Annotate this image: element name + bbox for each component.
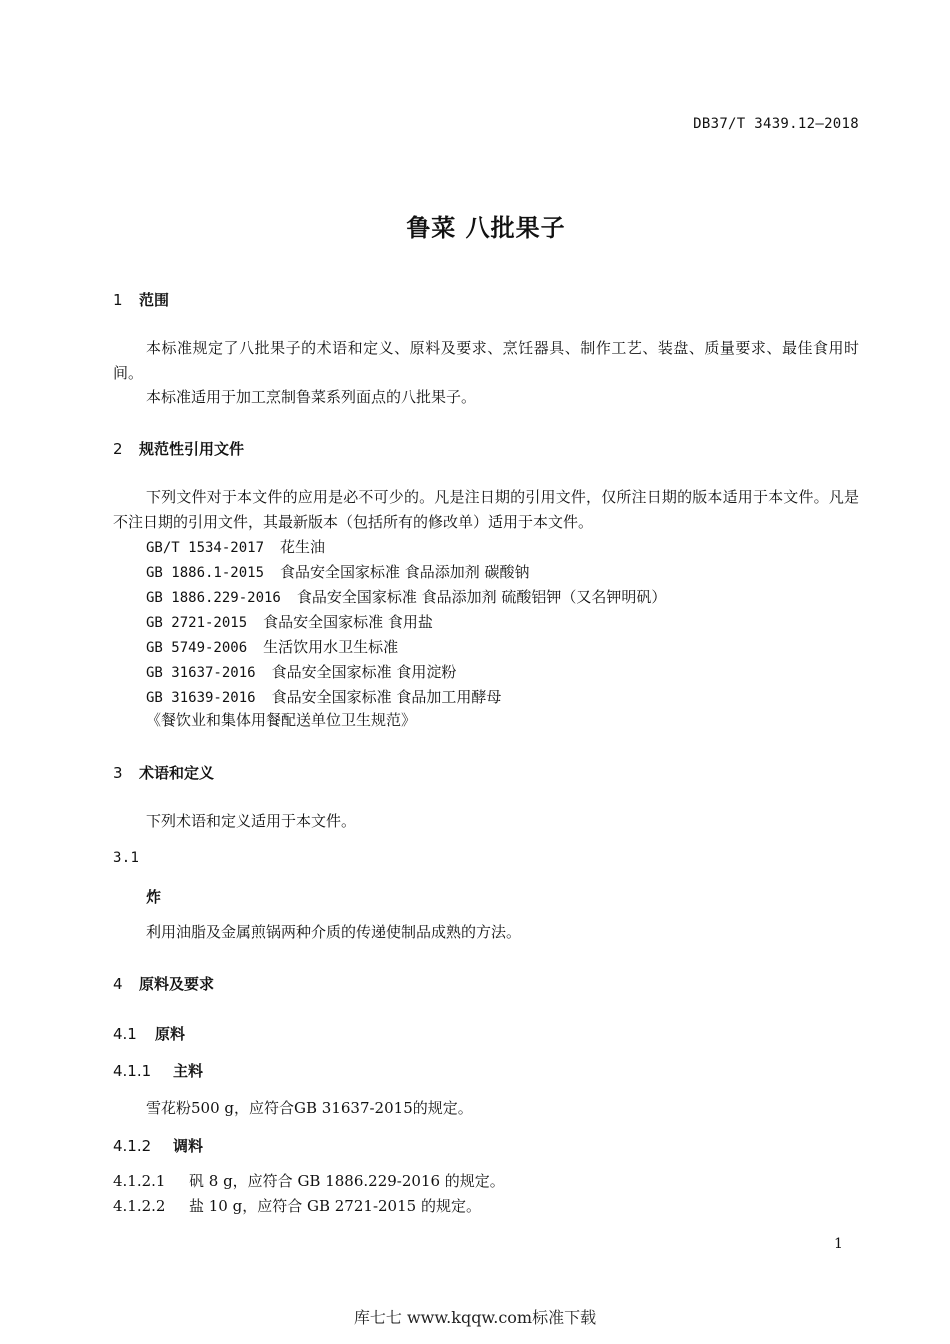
reference-name: 食品安全国家标准 食品加工用酵母 [271,688,502,706]
section-4-1-1-text: 雪花粉500 g，应符合GB 31637-2015的规定。 [146,1099,473,1117]
reference-item [146,636,398,657]
section-4-1-2-number: 4.1.2 [113,1137,152,1155]
section-2-number: 2 [113,440,123,458]
section-3-heading [113,762,214,783]
reference-code: GB 31637-2016 [146,665,256,681]
section-1-paragraph-2: 本标准适用于加工烹制鲁菜系列面点的八批果子。 [146,388,477,406]
document-title: 鲁菜 八批果子 [406,214,566,242]
section-4-heading [113,973,214,994]
section-4-1-2-2-text: 盐 10 g，应符合 GB 2721-2015 的规定。 [189,1197,481,1215]
reference-code: GB 2721-2015 [146,615,248,631]
reference-name: 食品安全国家标准 食品添加剂 硫酸铝钾（又名钾明矾） [296,588,667,606]
section-4-1-2-heading [113,1135,203,1156]
section-4-1-2-1-text: 矾 8 g，应符合 GB 1886.229-2016 的规定。 [189,1172,505,1190]
section-4-1-2-2 [113,1194,481,1219]
term-definition: 利用油脂及金属煎锅两种介质的传递使制品成熟的方法。 [146,923,522,941]
reference-name: 食品安全国家标准 食用盐 [263,613,433,631]
section-4-1-number: 4.1 [113,1025,137,1043]
section-4-1-2-title: 调料 [173,1137,204,1155]
page-number: 1 [834,1236,843,1252]
reference-code: GB 5749-2006 [146,640,248,656]
reference-item [146,686,501,707]
section-4-1-2-1 [113,1169,505,1194]
reference-name: 食品安全国家标准 食品添加剂 碳酸钠 [280,563,530,581]
section-4-1-1-heading [113,1060,203,1081]
reference-code: GB 1886.229-2016 [146,590,281,606]
section-4-number: 4 [113,975,123,993]
section-1-heading [113,289,169,310]
section-3-title: 术语和定义 [139,764,215,782]
section-1-title: 范围 [139,291,170,309]
reference-name: 花生油 [280,538,326,556]
section-2-heading [113,438,244,459]
section-2-paragraph-1: 下列文件对于本文件的应用是必不可少的。凡是注日期的引用文件，仅所注日期的版本适用于本文件。凡是不注日期的引用文件，其最新版本（包括所有的修改单）适用于本文件。 [113,488,859,531]
reference-item [146,586,666,607]
section-1-number: 1 [113,291,123,309]
section-2-title: 规范性引用文件 [139,440,245,458]
reference-item [146,536,325,557]
reference-item-regulation: 《餐饮业和集体用餐配送单位卫生规范》 [146,711,417,729]
section-1-paragraph-1: 本标准规定了八批果子的术语和定义、原料及要求、烹饪器具、制作工艺、装盘、质量要求、最佳食用时间。 [113,339,859,382]
reference-code: GB 1886.1-2015 [146,565,265,581]
reference-code: GB 31639-2016 [146,690,256,706]
reference-item [146,661,456,682]
term-name: 炸 [146,888,162,906]
section-3-number: 3 [113,764,123,782]
standard-code: DB37/T 3439.12—2018 [693,116,859,132]
reference-item [146,611,433,632]
reference-name: 食品安全国家标准 食用淀粉 [271,663,457,681]
section-4-1-1-number: 4.1.1 [113,1062,152,1080]
reference-item [146,561,530,582]
section-4-1-heading [113,1023,185,1044]
section-3-paragraph-1: 下列术语和定义适用于本文件。 [146,812,357,830]
footer-watermark: 库七七 www.kqqw.com标准下载 [353,1308,597,1327]
section-4-1-title: 原料 [155,1025,186,1043]
section-4-1-2-1-number: 4.1.2.1 [113,1172,166,1190]
reference-name: 生活饮用水卫生标准 [263,638,399,656]
term-number: 3.1 [113,850,140,866]
section-4-1-1-title: 主料 [173,1062,204,1080]
section-4-title: 原料及要求 [139,975,215,993]
section-4-1-2-2-number: 4.1.2.2 [113,1197,166,1215]
reference-code: GB/T 1534-2017 [146,540,265,556]
